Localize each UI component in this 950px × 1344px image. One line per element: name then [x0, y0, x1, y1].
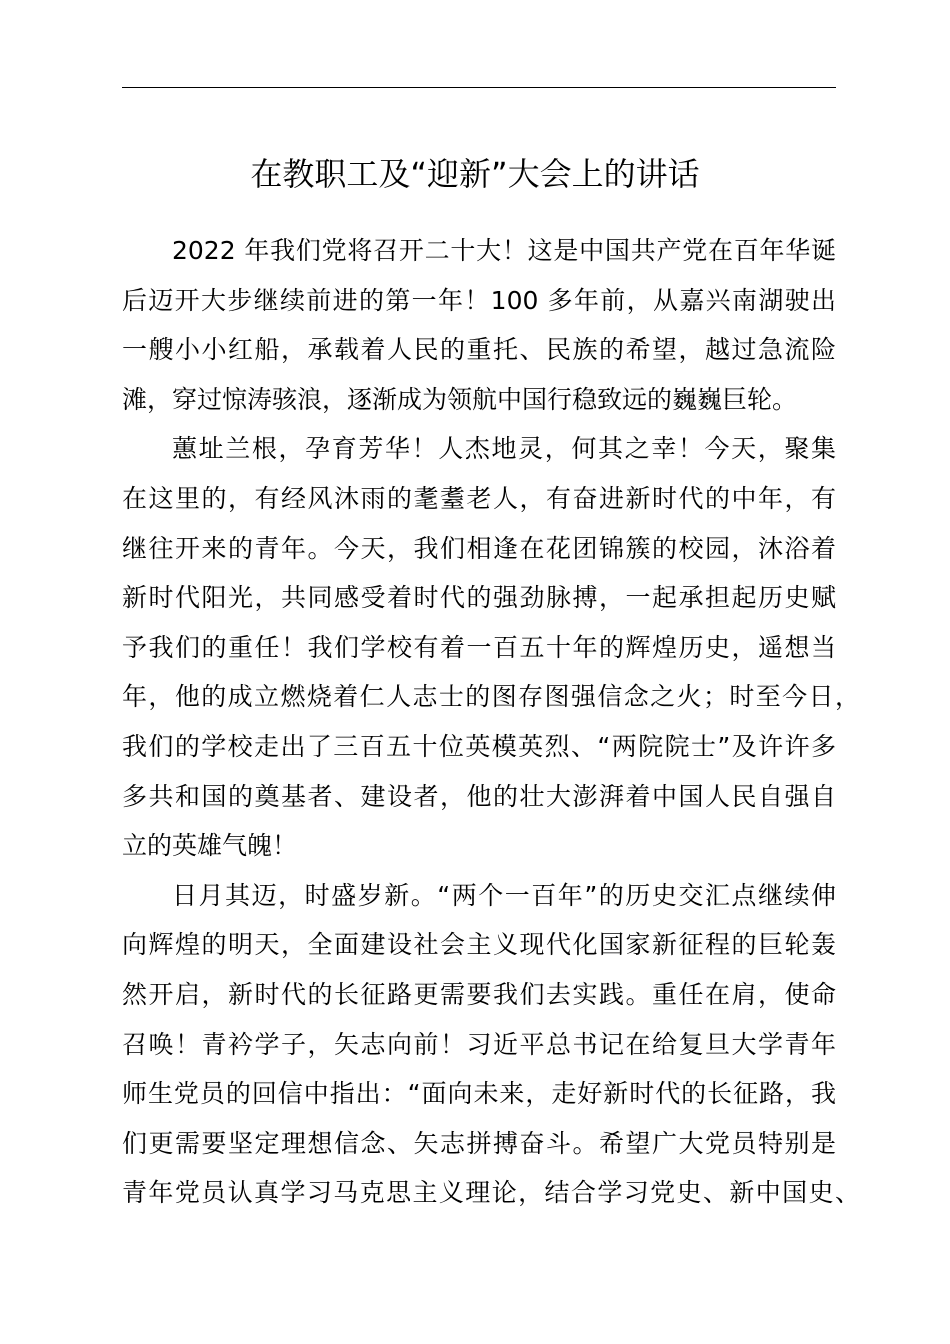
paragraph-3-line-3: 然开启，新时代的长征路更需要我们去实践。重任在肩，使命 [122, 979, 836, 1009]
paragraph-3-line-4: 召唤！青衿学子，矢志向前！习近平总书记在给复旦大学青年 [122, 1029, 836, 1059]
paragraph-2-line-4: 新时代阳光，共同感受着时代的强劲脉搏，一起承担起历史赋 [122, 583, 836, 613]
paragraph-2-line-9: 立的英雄气魄！ [122, 831, 298, 861]
paragraph-1-line-1: 2022 年我们党将召开二十大！这是中国共产党在百年华诞 [172, 236, 836, 265]
paragraph-2-line-5: 予我们的重任！我们学校有着一百五十年的辉煌历史，遥想当 [122, 632, 836, 662]
paragraph-2-line-3: 继往开来的青年。今天，我们相逢在花团锦簇的校园，沐浴着 [122, 533, 836, 563]
paragraph-1-line-4: 滩，穿过惊涛骇浪，逐渐成为领航中国行稳致远的巍巍巨轮。 [122, 384, 798, 414]
header-rule [122, 87, 836, 88]
paragraph-2-line-1: 蕙址兰根，孕育芳华！人杰地灵，何其之幸！今天，聚集 [172, 434, 836, 464]
paragraph-3-line-6: 们更需要坚定理想信念、矢志拼搏奋斗。希望广大党员特别是 [122, 1128, 836, 1158]
paragraph-2-line-6: 年，他的成立燃烧着仁人志士的图存图强信念之火；时至今日， [122, 682, 860, 712]
paragraph-3-line-1: 日月其迈，时盛岁新。“两个一百年”的历史交汇点继续伸 [172, 880, 836, 910]
paragraph-1-line-3: 一艘小小红船，承载着人民的重托、民族的希望，越过急流险 [122, 335, 836, 365]
paragraph-1-line-2: 后迈开大步继续前进的第一年！100 多年前，从嘉兴南湖驶出 [122, 285, 836, 315]
document-body [122, 226, 860, 1218]
paragraph-2-line-7: 我们的学校走出了三百五十位英模英烈、“两院院士”及许许多 [122, 731, 836, 761]
paragraph-2-line-2: 在这里的，有经风沐雨的耄耋老人，有奋进新时代的中年，有 [122, 483, 836, 513]
paragraph-3-line-5: 师生党员的回信中指出：“面向未来，走好新时代的长征路，我 [122, 1079, 836, 1109]
paragraph-2-line-8: 多共和国的奠基者、建设者，他的壮大澎湃着中国人民自强自 [122, 781, 836, 811]
paragraph-3-line-7: 青年党员认真学习马克思主义理论，结合学习党史、新中国史、 [122, 1178, 860, 1208]
document-title: 在教职工及“迎新”大会上的讲话 [250, 155, 700, 193]
paragraph-3-line-2: 向辉煌的明天，全面建设社会主义现代化国家新征程的巨轮轰 [122, 930, 836, 960]
